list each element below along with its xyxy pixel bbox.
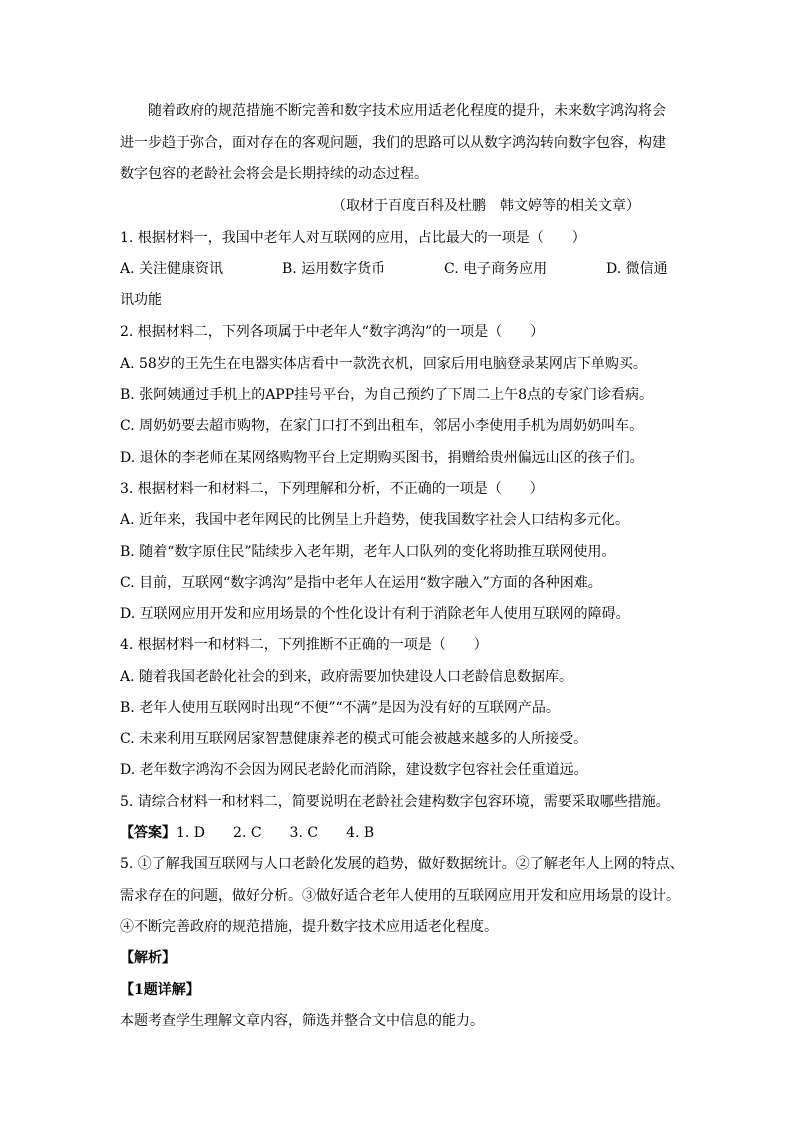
- passage-line-3: 数字包容的老龄社会将会是长期持续的动态过程。: [120, 166, 428, 182]
- q1-option-b: B. 运用数字货币: [282, 261, 386, 277]
- q1-option-c: C. 电子商务应用: [444, 261, 548, 277]
- q4-option-d: D. 老年数字鸿沟不会因为网民老龄化而消除，建设数字包容社会任重道远。: [120, 762, 588, 778]
- q4-option-a: A. 随着我国老龄化社会的到来，政府需要加快建设人口老龄信息数据库。: [120, 669, 574, 685]
- q4-option-b: B. 老年人使用互联网时出现“不便”“不满”是因为没有好的互联网产品。: [120, 700, 560, 716]
- q5-stem: 5. 请综合材料一和材料二，简要说明在老龄社会建构数字包容环境，需要采取哪些措施。: [120, 794, 670, 810]
- q3-option-d: D. 互联网应用开发和应用场景的个性化设计有利于消除老年人使用互联网的障碍。: [120, 606, 630, 622]
- q1-stem: 1. 根据材料一，我国中老年人对互联网的应用，占比最大的一项是（ ）: [120, 230, 586, 246]
- answer-q5-line-2: 需求存在的问题，做好分析。③做好适合老年人使用的互联网应用开发和应用场景的设计。: [120, 888, 680, 904]
- answer-label: 【答案】: [120, 825, 176, 841]
- analysis-label: 【解析】: [120, 950, 176, 966]
- analysis-q1-text: 本题考查学生理解文章内容，筛选并整合文中信息的能力。: [120, 1013, 484, 1029]
- q3-option-a: A. 近年来，我国中老年网民的比例呈上升趋势，使我国数字社会人口结构多元化。: [120, 512, 630, 528]
- q2-stem: 2. 根据材料二，下列各项属于中老年人“数字鸿沟”的一项是（ ）: [120, 324, 545, 340]
- q4-stem: 4. 根据材料一和材料二，下列推断不正确的一项是（ ）: [120, 637, 488, 653]
- q2-option-c: C. 周奶奶要去超市购物，在家门口打不到出租车，邻居小李使用手机为周奶奶叫车。: [120, 418, 644, 434]
- answer-line: [120, 823, 374, 843]
- answer-q5-line-3: ④不断完善政府的规范措施，提升数字技术应用适老化程度。: [120, 919, 498, 935]
- q2-option-d: D. 退休的李老师在某网络购物平台上定期购买图书，捐赠给贵州偏远山区的孩子们。: [120, 450, 644, 466]
- q3-stem: 3. 根据材料一和材料二，下列理解和分析，不正确的一项是（ ）: [120, 481, 544, 497]
- analysis-q1-label: 【1题详解】: [120, 982, 200, 998]
- passage-line-1: 随着政府的规范措施不断完善和数字技术应用适老化程度的提升，未来数字鸿沟将会: [148, 103, 666, 119]
- q2-option-b: B. 张阿姨通过手机上的APP挂号平台，为自己预约了下周二上午8点的专家门诊看病。: [120, 387, 654, 403]
- q3-option-b: B. 随着“数字原住民”陆续步入老年期，老年人口队列的变化将助推互联网使用。: [120, 544, 616, 560]
- q1-option-a: A. 关注健康资讯: [120, 261, 224, 277]
- q3-option-c: C. 目前，互联网“数字鸿沟”是指中老年人在运用“数字融入”方面的各种困难。: [120, 575, 602, 591]
- passage-line-2: 进一步趋于弥合，面对存在的客观问题，我们的思路可以从数字鸿沟转向数字包容，构建: [120, 135, 666, 151]
- q4-option-c: C. 未来利用互联网居家智慧健康养老的模式可能会被越来越多的人所接受。: [120, 731, 588, 747]
- q2-option-a: A. 58岁的王先生在电器实体店看中一款洗衣机，回家后用电脑登录某网店下单购买。: [120, 356, 647, 372]
- answer-q5-line-1: 5. ①了解我国互联网与人口老龄化发展的趋势，做好数据统计。②了解老年人上网的特点、: [120, 856, 684, 872]
- q1-option-d: D. 微信通: [606, 261, 668, 277]
- source-citation: （取材于百度百科及杜鹏 韩文婷等的相关文章）: [332, 198, 640, 214]
- answer-text: 1. D 2. C 3. C 4. B: [176, 825, 375, 841]
- q1-option-d-cont: 讯功能: [120, 292, 162, 308]
